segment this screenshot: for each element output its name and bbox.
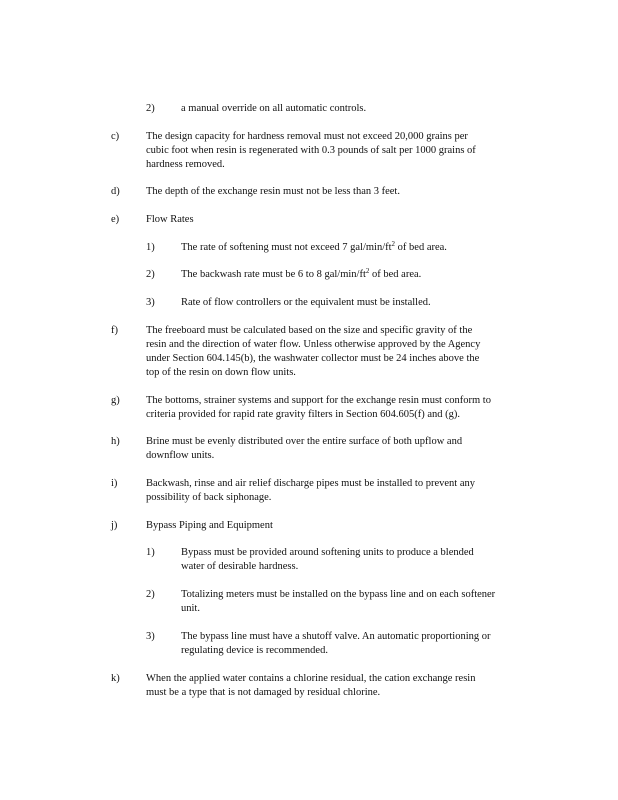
item-text: a manual override on all automatic controls. (181, 103, 367, 114)
item-label-k: k) (111, 673, 120, 684)
item-label-d: d) (111, 186, 120, 197)
text-line: The bypass line must have a shutoff valve. An automatic proportioning or (181, 631, 491, 642)
text-line: downflow units. (146, 450, 215, 461)
item-text-e (146, 213, 194, 227)
item-text-i (146, 477, 475, 505)
item-text-j (146, 519, 273, 533)
text-line: Brine must be evenly distributed over the entire surface of both upflow and (146, 436, 463, 447)
subitem-label: 3) (146, 297, 155, 308)
text-line: Bypass must be provided around softening units to produce a blended (181, 547, 474, 558)
text-line: Backwash, rinse and air relief discharge pipes must be installed to prevent any (146, 478, 475, 489)
text-line: regulating device is recommended. (181, 645, 328, 656)
item-label: 2) (146, 103, 155, 114)
text-line: unit. (181, 603, 200, 614)
subitem-label: 1) (146, 242, 155, 253)
subitem-text (181, 268, 421, 282)
item-label-f: f) (111, 325, 118, 336)
text-line: Totalizing meters must be installed on the bypass line and on each softener (181, 589, 496, 600)
text-line: The depth of the exchange resin must not be less than 3 feet. (146, 186, 400, 197)
text-line: The bottoms, strainer systems and support for the exchange resin must conform to (146, 395, 491, 406)
section-heading: Flow Rates (146, 214, 194, 225)
subitem-label: 2) (146, 589, 155, 600)
item-label-j: j) (111, 520, 118, 531)
subitem-label: 1) (146, 547, 155, 558)
text-line: water of desirable hardness. (181, 561, 299, 572)
superscript: 2 (365, 267, 370, 275)
item-label-e: e) (111, 214, 120, 225)
text-line: hardness removed. (146, 159, 225, 170)
item-text-k (146, 672, 475, 700)
item-text-d (146, 185, 400, 199)
text-line: criteria provided for rapid rate gravity filters in Section 604.605(f) and (g). (146, 409, 461, 420)
text-line: The design capacity for hardness removal must not exceed 20,000 grains per (146, 131, 468, 142)
subitem-text (181, 630, 491, 658)
text-run: The backwash rate must be 6 to 8 gal/min/ft (181, 269, 366, 280)
subitem-label: 3) (146, 631, 155, 642)
item-text-h (146, 435, 462, 463)
item-label-i: i) (111, 478, 118, 489)
subitem-text (181, 546, 474, 574)
section-heading: Bypass Piping and Equipment (146, 520, 273, 531)
text-line: under Section 604.145(b), the washwater collector must be 24 inches above the (146, 353, 480, 364)
text-run: of bed area. (369, 269, 422, 280)
subitem-label: 2) (146, 269, 155, 280)
item-label-h: h) (111, 436, 120, 447)
subitem-text (181, 241, 447, 255)
item-label-c: c) (111, 131, 120, 142)
text-run: The rate of softening must not exceed 7 gal/min/ft (181, 242, 392, 253)
item-label-g: g) (111, 395, 120, 406)
subitem-text (181, 296, 431, 310)
text-line: must be a type that is not damaged by residual chlorine. (146, 687, 381, 698)
text-run: of bed area. (395, 242, 447, 253)
text-line: When the applied water contains a chlorine residual, the cation exchange resin (146, 673, 476, 684)
item-text-c (146, 130, 526, 172)
text-line: The freeboard must be calculated based on the size and specific gravity of the (146, 325, 473, 336)
text-line: resin and the direction of water flow. Unless otherwise approved by the Agency (146, 339, 481, 350)
text-run: Rate of flow controllers or the equivalent must be installed. (181, 297, 431, 308)
superscript: 2 (391, 240, 396, 248)
subitem-text (181, 588, 495, 616)
item-text-g (146, 394, 491, 422)
text-line: cubic foot when resin is regenerated with 0.3 pounds of salt per 1000 grains of (146, 145, 476, 156)
text-line: possibility of back siphonage. (146, 492, 272, 503)
item-text-f (146, 324, 480, 380)
text-line: top of the resin on down flow units. (146, 367, 296, 378)
